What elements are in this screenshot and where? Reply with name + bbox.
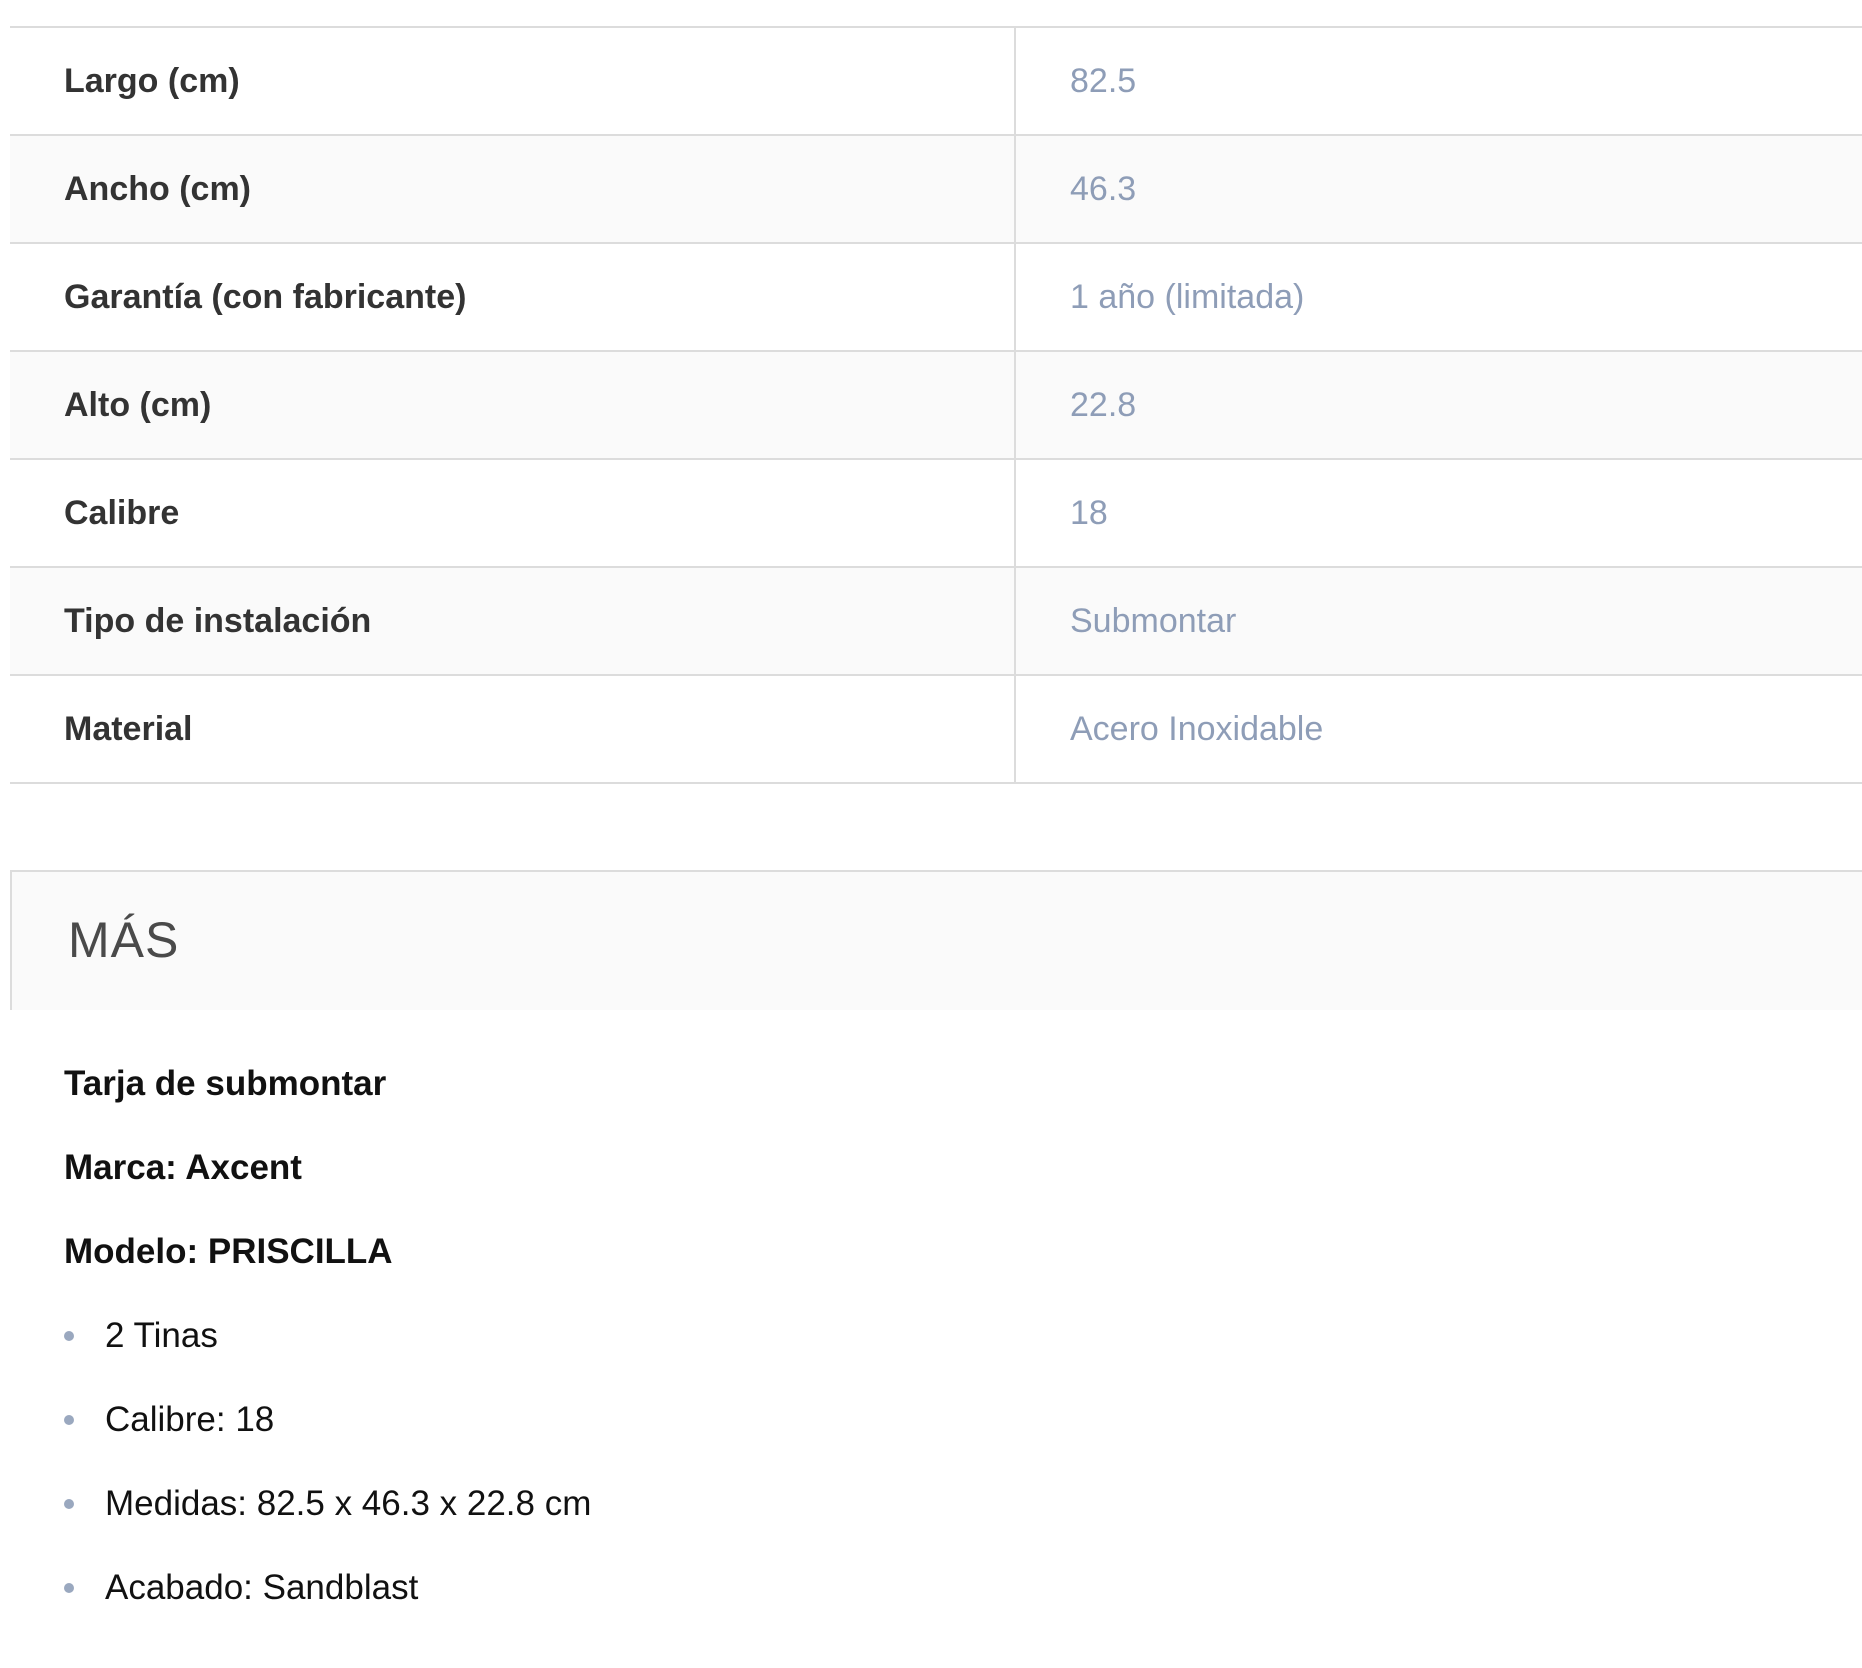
specifications-table	[10, 26, 1862, 784]
spec-value: 22.8	[1015, 351, 1862, 459]
bullet-icon	[64, 1499, 74, 1509]
spec-value: 82.5	[1015, 27, 1862, 135]
spec-row	[10, 27, 1862, 135]
spec-row	[10, 243, 1862, 351]
list-item	[64, 1314, 1764, 1358]
spec-value: 18	[1015, 459, 1862, 567]
feature-text: Calibre: 18	[105, 1400, 275, 1439]
spec-label: Tipo de instalación	[10, 567, 1015, 675]
spec-label: Material	[10, 675, 1015, 783]
spec-row	[10, 351, 1862, 459]
list-item	[64, 1398, 1764, 1442]
spec-row	[10, 459, 1862, 567]
spec-label: Largo (cm)	[10, 27, 1015, 135]
bullet-icon	[64, 1415, 74, 1425]
feature-text: 2 Tinas	[105, 1316, 218, 1355]
product-brand: Marca: Axcent	[64, 1148, 302, 1187]
product-model: Modelo: PRISCILLA	[64, 1232, 393, 1271]
spec-value: Acero Inoxidable	[1015, 675, 1862, 783]
spec-row	[10, 567, 1862, 675]
bullet-icon	[64, 1331, 74, 1341]
section-title: MÁS	[68, 912, 180, 968]
spec-label: Ancho (cm)	[10, 135, 1015, 243]
list-item	[64, 1482, 1764, 1526]
more-section-header	[10, 870, 1862, 1010]
product-type: Tarja de submontar	[64, 1064, 387, 1103]
spec-value: 1 año (limitada)	[1015, 243, 1862, 351]
spec-value: Submontar	[1015, 567, 1862, 675]
feature-text: Medidas: 82.5 x 46.3 x 22.8 cm	[105, 1484, 592, 1523]
product-description	[64, 1062, 1764, 1650]
spec-label: Calibre	[10, 459, 1015, 567]
spec-row	[10, 675, 1862, 783]
spec-label: Alto (cm)	[10, 351, 1015, 459]
spec-label: Garantía (con fabricante)	[10, 243, 1015, 351]
spec-value: 46.3	[1015, 135, 1862, 243]
spec-row	[10, 135, 1862, 243]
list-item	[64, 1566, 1764, 1610]
feature-list	[64, 1314, 1764, 1610]
feature-text: Acabado: Sandblast	[105, 1568, 419, 1607]
bullet-icon	[64, 1583, 74, 1593]
